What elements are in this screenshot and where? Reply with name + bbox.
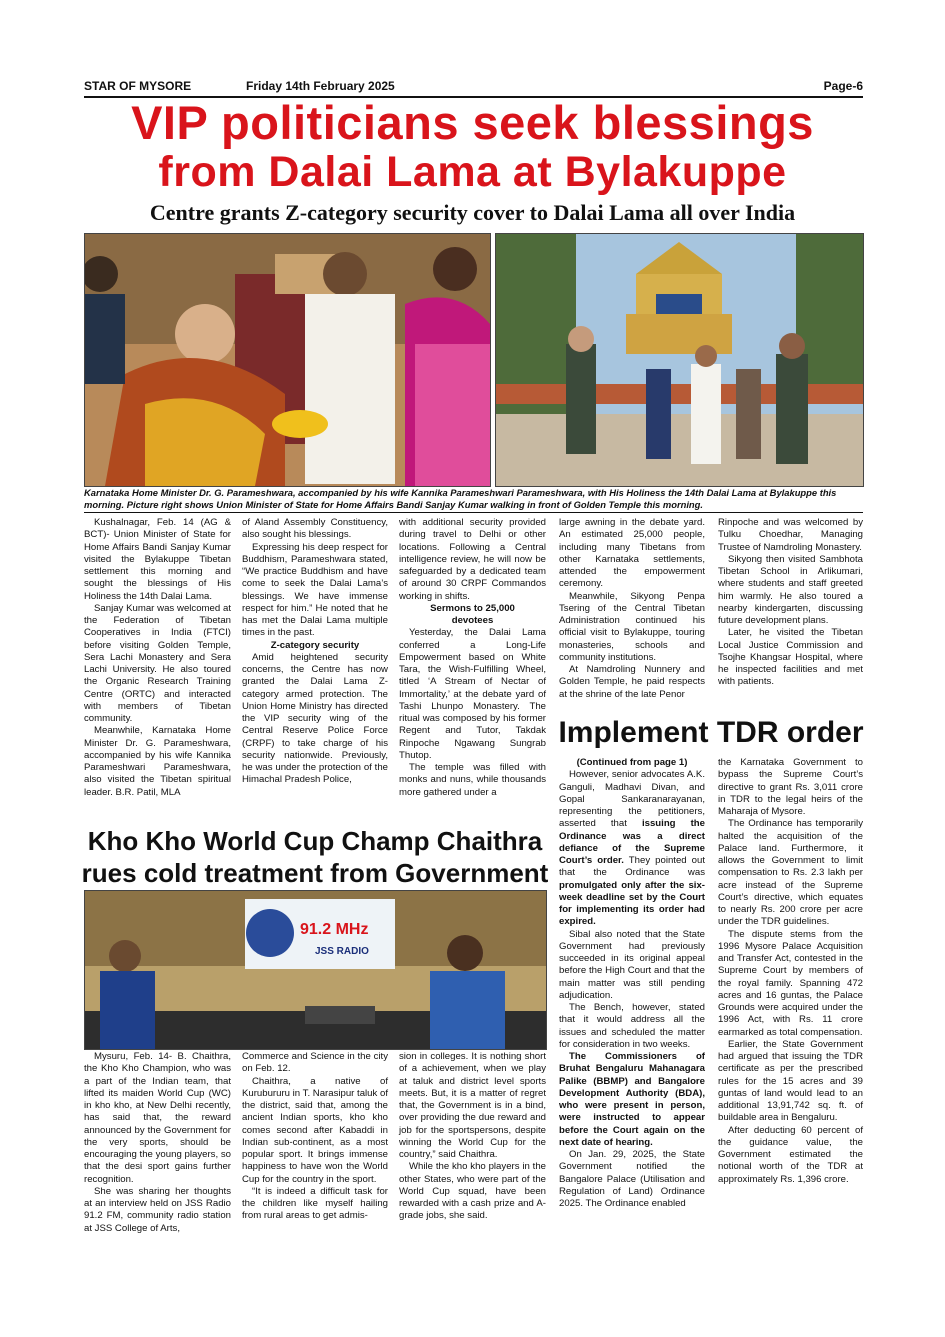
photo-caption: Karnataka Home Minister Dr. G. Parameshwara, accompanied by his wife Kannika Parameshwari Parameshwara, with His Holiness the 14th Dalai Lama at Bylakuppe this morning. Picture right shows Union Minister of State for Home Affairs Bandi Sanjay Kumar walking in front of Golden Temple this morning. (84, 487, 863, 513)
paragraph: While the kho kho players in the other States, who were part of the World Cup squad, have been rewarded with a cash prize and A-grade jobs, she said. (399, 1161, 546, 1222)
headline-line2: from Dalai Lama at Bylakuppe (158, 148, 787, 196)
section-subhead: Z-category security (270, 639, 360, 651)
text-run: However, senior advocates A.K. Ganguli, Madhavi Divan, and Gopal Sankaranarayanan, representing the petitioners, asserted that (559, 769, 705, 830)
paragraph: sion in colleges. It is nothing short of a achievement, when we play at taluk and district level sports meets. But, it is a matter of regret that, the Government is in a bind, over providing the due reward and job for the sportspersons, despite winning the World Cup for the country,” said Chaithra. (399, 1051, 546, 1160)
paper-name: STAR OF MYSORE (84, 79, 192, 93)
paragraph: Commerce and Science in the city on Feb. 12. (242, 1051, 388, 1075)
photo-radio-interview (84, 890, 547, 1050)
paragraph: Sanjay Kumar was welcomed at the Federation of Tibetan Cooperatives in India (FTCI) before visiting Golden Temple, Sera Lachi Monastery and Sera Lachi University. He also toured the Organic Research Training Centre (ORTC) and interacted with members of Tibetan community. (84, 602, 231, 724)
paragraph: Amid heightened security concerns, the Centre has now granted the Dalai Lama Z-category armed protection. The Union Home Ministry has directed the VIP security wing of the Central Reserve Police Force (CRPF) to take charge of his security nationwide. Previously, he was under the protection of the Himachal Pradesh Police, (242, 651, 388, 786)
tdr-col-1 (559, 757, 705, 1210)
section-subhead: Sermons to 25,000 (430, 602, 515, 614)
paragraph: Meanwhile, Sikyong Penpa Tsering of the Central Tibetan Administration continued his official visit to Bylakuppe, touring monasteries, schools and community institutions. (559, 590, 705, 663)
paragraph: Chaithra, a native of Kurubururu in T. Narasipur taluk of the district, said that, among the ancient Indian sports, kho kho comes second after Kabaddi in Indian sub-continent, as a most popular sport. It brings immense happiness to have won the World Cup for the country in the sport. (242, 1075, 388, 1185)
tdr-col-2 (718, 757, 863, 1186)
paragraph: Sibal also noted that the State Government had previously succeeded in its original appeal before the High Court and that the main matter was still pending adjudication. (559, 928, 705, 1001)
paragraph: Expressing his deep respect for Buddhism, Parameshwara stated, “We practice Buddhism and have come to seek the Dalai Lama’s blessings. We have immense respect for him.” He noted that he has met the Dalai Lama multiple times in the past. (242, 541, 388, 639)
photo-radio-illustration (85, 891, 546, 1049)
paragraph: The Ordinance has temporarily halted the acquisition of the Palace land. Furthermore, it allows the Government to limit compensation to Rs. 2.3 lakh per acre instead of the Supreme Court’s directive, which equates to nearly Rs. 200 crore per acre under the TDR guidelines. (718, 818, 863, 928)
page-header (84, 76, 863, 98)
subheadline: Centre grants Z-category security cover to Dalai Lama all over India (149, 200, 796, 225)
main-col-3 (399, 517, 546, 799)
kho-col-2 (242, 1051, 388, 1223)
main-col-2 (242, 517, 388, 787)
paragraph: The temple was filled with monks and nuns, while thousands more gathered under a (399, 762, 546, 798)
paragraph: The dispute stems from the 1996 Mysore Palace Acquisition and Transfer Act, contested in the Supreme Court by members of the royal family. Spanning 472 acres and 16 guntas, the Palace Grounds were acquired under the 1996 Act, with Rs. 11 crore earmarked as total compensation. (718, 928, 863, 1038)
main-col-1 (84, 517, 231, 799)
paragraph: Kushalnagar, Feb. 14 (AG & BCT)- Union Minister of State for Home Affairs Bandi Sanjay Kumar visited the Bylakuppe Tibetan settlement this morning and sought the blessings of His Holiness the 14th Dalai Lama. (84, 517, 231, 602)
paragraph: of Aland Assembly Constituency, also sought his blessings. (242, 517, 388, 541)
paragraph: The Commissioners of Bruhat Bengaluru Mahanagara Palike (BBMP) and Bangalore Development Authority (BDA), who were present in person, were instructed to appear before the Court again on the next date of hearing. (559, 1051, 705, 1148)
paragraph: Rinpoche and was welcomed by Tulku Choedhar, Managing Trustee of Namdroling Monastery. (718, 517, 863, 553)
text-run-bold: promulgated only after the six-week deadline set by the Court for implementing its order had expired. (559, 879, 705, 928)
paragraph: At Namdroling Nunnery and Golden Temple, he paid respects at the shrine of the late Penor (559, 664, 705, 700)
paragraph: The Bench, however, stated that it would address all the issues and scheduled the matter for consideration in two weeks. (559, 1002, 705, 1050)
paragraph: Meanwhile, Karnataka Home Minister Dr. G. Parameshwara, accompanied by his wife Kannika Parameshwari Parameshwara, also visited the Tibetan spiritual leader. B.R. Patil, MLA (84, 725, 231, 798)
kho-col-1 (84, 1051, 231, 1235)
radio-frequency: 91.2 MHz (300, 921, 369, 938)
paragraph: Later, he visited the Tibetan Local Justice Commission and Tsojhe Khangsar Hospital, where he inspected facilities and met with patients. (718, 627, 863, 688)
radio-name: JSS RADIO (315, 946, 369, 957)
kho-title-line2: rues cold treatment from Government (81, 858, 549, 888)
main-col-4 (559, 517, 705, 701)
paragraph: “It is indeed a difficult task for the children like myself hailing from rural areas to get admis- (242, 1185, 388, 1222)
paragraph: Yesterday, the Dalai Lama conferred a Long-Life Empowerment based on White Tara, the Wish-Fulfilling Wheel, titled ‘A Stream of Nectar of Immortality,’ at the debate yard of Tashi Lhunpo Monastery. The ritual was composed by his former Regent and Tutor, Takdak Rinpoche Ngawang Sungrab Thutop. (399, 627, 546, 761)
kho-title-line1: Kho Kho World Cup Champ Chaithra (87, 826, 543, 856)
section-subhead: devotees (451, 615, 494, 626)
main-col-5 (718, 517, 863, 689)
paragraph: the Karnataka Government to bypass the Supreme Court’s directive to grant Rs. 3,011 crore in TDR to the legal heirs of the Maharaja of Mysore. (718, 757, 863, 817)
issue-date: Friday 14th February 2025 (246, 79, 395, 93)
tdr-title: Implement TDR order (558, 716, 864, 749)
paragraph: She was sharing her thoughts at an interview held on JSS Radio 91.2 FM, community radio station at JSS College of Arts, (84, 1185, 231, 1234)
photo-dalai-lama-illustration (85, 234, 490, 486)
page-number: Page-6 (823, 79, 863, 93)
photo-dalai-lama (84, 233, 491, 487)
paragraph: After deducting 60 percent of the guidance value, the Government estimated the notional worth of the TDR at approximately Rs. 1,396 crore. (718, 1124, 863, 1185)
paragraph: Mysuru, Feb. 14- B. Chaithra, the Kho Kho Champion, who was a part of the Indian team, that lifted its maiden World Cup (WC) in kho kho, at New Delhi recently, has said that, the reward announced by the Government for the very sports, should be encouraging the young players, so that the desi sport gains further recognition. (84, 1051, 231, 1185)
text-run: They pointed out that the Ordinance was (559, 855, 705, 879)
continued-note: (Continued from page 1) (576, 757, 688, 768)
paragraph: Earlier, the State Government had argued that issuing the TDR certificate as per the prescribed rules for the 15 acres and 39 guntas of land would lead to an additional 13,91,742 sq. ft. of buildable area in Bengaluru. (718, 1038, 863, 1124)
headline-line1: VIP politicians seek blessings (131, 96, 814, 149)
paragraph: with additional security provided during travel to Delhi or other locations. Following a Central intelligence review, he will now be safeguarded by a dedicated team of around 30 CRPF Commandos working in shifts. (399, 517, 546, 602)
text-run-bold: issuing the Ordinance was a direct defiance of the Supreme Court’s order. (559, 818, 705, 866)
paragraph: On Jan. 29, 2025, the State Government notified the Bangalore Palace (Utilisation and Regulation of Land) Ordinance 2025. The Ordinance enabled (559, 1149, 705, 1209)
photo-golden-temple-illustration (496, 234, 863, 486)
kho-col-3 (399, 1051, 546, 1223)
photo-golden-temple (495, 233, 864, 487)
paragraph: large awning in the debate yard. An estimated 25,000 people, including many Tibetans from other Karnataka settlements, attended the empowerment ceremony. (559, 517, 705, 590)
paragraph: Sikyong then visited Sambhota Tibetan School in Arlikumari, where students and staff greeted him warmly. He also toured a nearby kindergarten, discussing future development plans. (718, 553, 863, 626)
paragraph (559, 769, 705, 928)
